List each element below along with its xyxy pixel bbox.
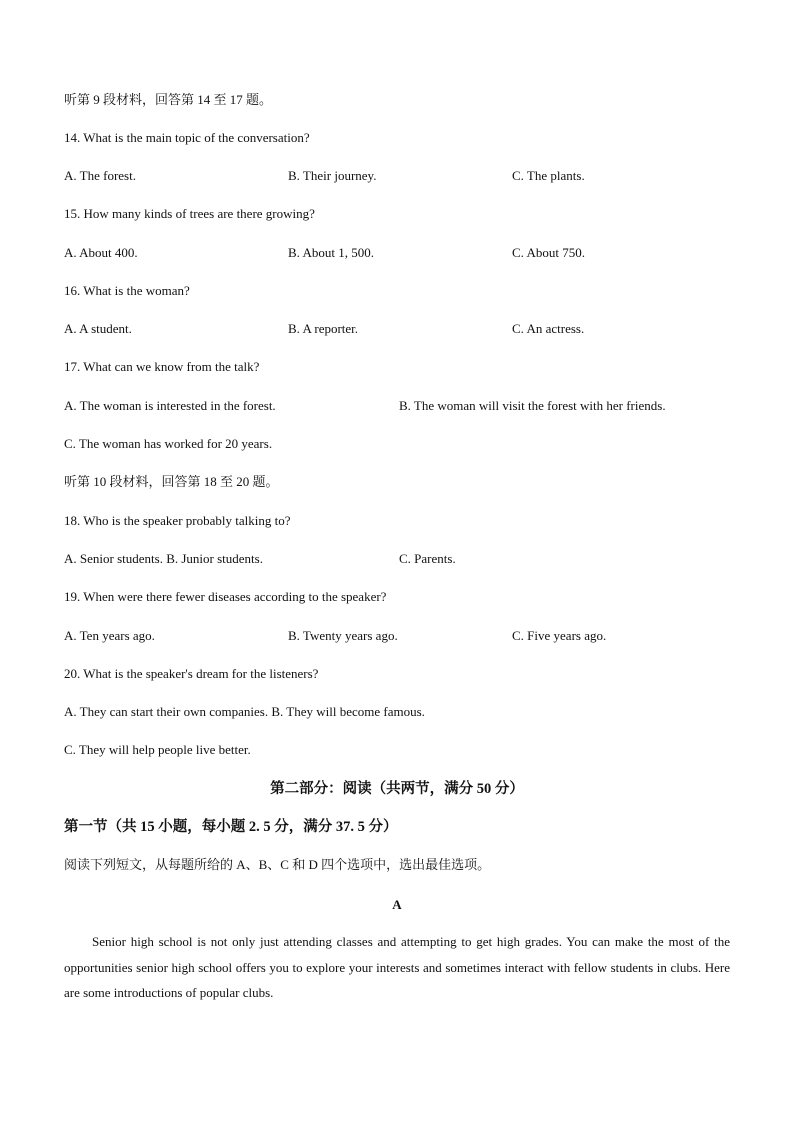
question-17-option-c: C. The woman has worked for 20 years.	[64, 436, 273, 451]
section-one-title: 第一节（共 15 小题，每小题 2. 5 分，满分 37. 5 分）	[64, 819, 398, 835]
passage-a-text: Senior high school is not only just attending classes and attempting to get high grades. You can make the most of the opportunities senior high school offers you to explore your interests and sometimes interact with fellow students in clubs. Here are some introductions of popular clubs.	[64, 934, 730, 1000]
question-20-stem: 20. What is the speaker's dream for the listeners?	[64, 666, 319, 681]
question-16-stem: 16. What is the woman?	[64, 283, 190, 298]
question-18-stem: 18. Who is the speaker probably talking to?	[64, 513, 291, 528]
question-16-option-b: B. A reporter.	[288, 321, 359, 336]
question-14-option-c: C. The plants.	[512, 168, 585, 183]
question-15-stem: 15. How many kinds of trees are there growing?	[64, 206, 315, 221]
question-19-stem: 19. When were there fewer diseases according to the speaker?	[64, 589, 387, 604]
question-19-option-a: A. Ten years ago.	[64, 628, 155, 643]
question-20-option-c: C. They will help people live better.	[64, 742, 251, 757]
question-16-option-a: A. A student.	[64, 321, 132, 336]
question-18-option-c: C. Parents.	[399, 551, 456, 566]
question-15-option-c: C. About 750.	[512, 245, 585, 260]
question-19-option-c: C. Five years ago.	[512, 628, 607, 643]
question-17-option-a: A. The woman is interested in the forest.	[64, 398, 276, 413]
question-20-options-a-b: A. They can start their own companies. B. They will become famous.	[64, 704, 425, 719]
question-16-option-c: C. An actress.	[512, 321, 585, 336]
question-14-option-b: B. Their journey.	[288, 168, 377, 183]
passage-label: A	[392, 897, 402, 912]
question-15-option-b: B. About 1, 500.	[288, 245, 374, 260]
question-19-option-b: B. Twenty years ago.	[288, 628, 398, 643]
question-14-option-a: A. The forest.	[64, 168, 136, 183]
question-14-stem: 14. What is the main topic of the conversation?	[64, 130, 310, 145]
question-17-option-b: B. The woman will visit the forest with her friends.	[399, 398, 666, 413]
question-17-stem: 17. What can we know from the talk?	[64, 359, 260, 374]
reading-instruction: 阅读下列短文，从每题所给的 A、B、C 和 D 四个选项中，选出最佳选项。	[64, 857, 491, 872]
question-15-option-a: A. About 400.	[64, 245, 138, 260]
question-18-options-a-b: A. Senior students. B. Junior students.	[64, 551, 263, 566]
section-10-heading: 听第 10 段材料，回答第 18 至 20 题。	[64, 474, 279, 489]
section-9-heading: 听第 9 段材料，回答第 14 至 17 题。	[64, 92, 273, 107]
part-two-title: 第二部分：阅读（共两节，满分 50 分）	[270, 781, 524, 797]
